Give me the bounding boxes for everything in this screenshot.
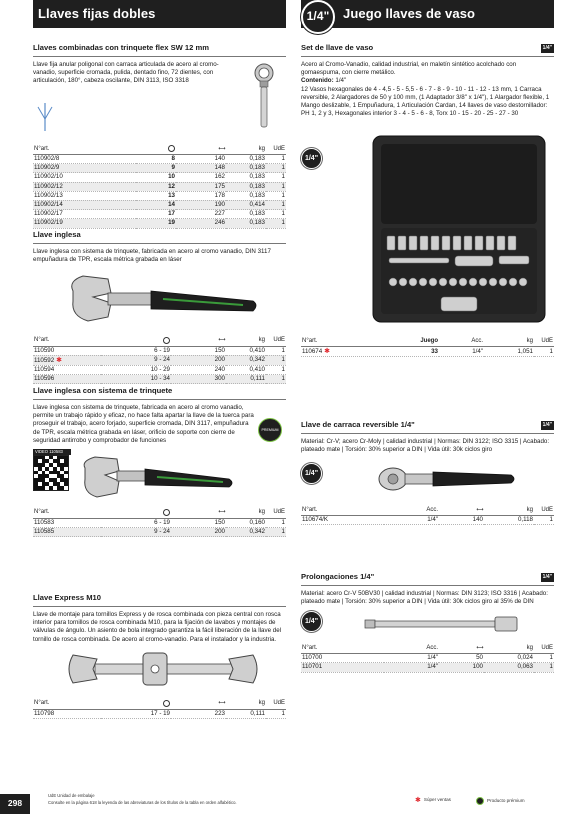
- r1-contents-value: 1/4": [333, 77, 347, 85]
- col-art-header: N°art.: [33, 337, 101, 346]
- table-cell: 6 - 19: [101, 518, 171, 527]
- table-cell: 1: [266, 164, 286, 173]
- quarter-inch-badge-icon: [301, 148, 322, 169]
- section-adjustable-wrench: [33, 230, 286, 384]
- table-cell: 1: [266, 365, 286, 374]
- table-cell: 1: [266, 182, 286, 191]
- col-acc-header: Acc.: [384, 645, 439, 653]
- table-cell: 0,111: [226, 709, 266, 718]
- table-cell: 140: [439, 516, 484, 525]
- r1-table: [301, 338, 554, 357]
- footer-line-2: Consulte en la página 618 la leyenda de las abreviaturas de los títulos de la tabla en orden alfabético.: [48, 799, 237, 805]
- table-cell: 0,183: [226, 191, 266, 200]
- quarter-inch-badge-icon: [301, 611, 322, 632]
- col-range-header: [101, 700, 171, 709]
- table-cell: 190: [176, 200, 226, 209]
- col-kg-header: kg: [226, 700, 266, 709]
- table-cell: 1: [266, 346, 286, 355]
- r2-description: Material: Cr-V; acero Cr-Moly | calidad industrial | Normas: DIN 3122; ISO 3315 | Acabado: plateado mate | Torsión: 30% superior a DIN | Vida útil: 30k ciclos giro: [301, 438, 550, 454]
- table-row: [301, 347, 554, 357]
- table-cell: 140: [176, 155, 226, 164]
- length-arrow-icon: ⟷: [218, 509, 225, 516]
- table-cell: 0,342: [226, 528, 266, 537]
- star-icon: ✱: [322, 348, 330, 356]
- table-row: [33, 164, 286, 173]
- footer-notes: [48, 793, 237, 806]
- star-icon: ✱: [54, 356, 62, 364]
- table-cell: 110902/13: [33, 191, 136, 200]
- s2-table: [33, 337, 286, 385]
- s2-title: Llave inglesa: [33, 230, 81, 239]
- col-acc-header: Acc.: [439, 338, 484, 346]
- table-cell: 17: [136, 210, 176, 219]
- angle-diagram-icon: [35, 99, 55, 135]
- col-range-header: [101, 509, 171, 518]
- table-row: [33, 200, 286, 209]
- table-cell: 162: [176, 173, 226, 182]
- table-row: [33, 155, 286, 164]
- s1-table: [33, 145, 286, 228]
- length-arrow-icon: ⟷: [218, 145, 225, 152]
- section-title: [301, 572, 554, 586]
- table-cell: 0,414: [226, 200, 266, 209]
- section-title: [301, 420, 554, 434]
- ring-size-icon: [163, 700, 170, 707]
- table-cell: 1: [266, 709, 286, 718]
- legend-super-sales: [415, 796, 451, 805]
- col-ude-header: UdE: [266, 700, 286, 709]
- table-cell: 110590: [33, 346, 101, 355]
- legend-premium-label: Producto prémium: [487, 797, 525, 803]
- table-cell: 110700: [301, 654, 384, 663]
- page-footer: [0, 782, 580, 820]
- r1-contents-list: 12 Vasos hexagonales de 4 - 4,5 - 5 - 5,5 - 6 - 7 - 8 - 9 - 10 - 11 - 12 - 13 mm, 1 Carraca reversible, 2 Alargadores de 50 y 100 mm, (1 Adaptador 3/8" x 1/4"), 1 Alargador flexible, 1 Mango deslizable, 1 Empuñadura, 1 Articulación Cardan, 14 llaves de vaso destornillador: PH 1, 2 y 3, Hexagonales interior 3 - 4 - 5 - 6 - 8, Torx 10 - 15 - 20 - 25 - 27 - 30: [301, 85, 550, 118]
- table-cell: 1: [266, 173, 286, 182]
- length-arrow-icon: ⟷: [218, 700, 225, 707]
- legend-super-label: Súper ventas: [423, 797, 451, 803]
- section-extensions: [301, 572, 554, 673]
- page-number: [0, 794, 30, 814]
- r1-title: Set de llave de vaso: [301, 43, 374, 52]
- table-cell: 9 - 24: [101, 355, 171, 365]
- section-reversible-ratchet: [301, 420, 554, 525]
- right-header-title: Juego llaves de vaso: [343, 6, 476, 22]
- r1-description: Acero al Cromo-Vanadio, calidad industrial, en maletín sintético acolchado con gomaespuma, con cierre metálico.: [301, 61, 517, 77]
- col-art-header: N°art.: [33, 509, 101, 518]
- table-row: [301, 654, 554, 663]
- ring-size-icon: [163, 337, 170, 344]
- table-cell: 0,160: [226, 518, 266, 527]
- r2-title: Llave de carraca reversible 1/4": [301, 420, 415, 429]
- table-cell: 14: [136, 200, 176, 209]
- table-cell: 110902/17: [33, 210, 136, 219]
- r3-table: [301, 645, 554, 672]
- r2-badge-label: 1/4": [304, 470, 319, 478]
- table-cell: 0,024: [484, 654, 534, 663]
- col-art-header: N°art.: [301, 338, 384, 346]
- r3-title: Prolongaciones 1/4": [301, 572, 375, 581]
- section-express-wrench: [33, 593, 286, 719]
- col-length-header: [171, 509, 226, 518]
- table-cell: 0,183: [226, 210, 266, 219]
- col-kg-header: kg: [484, 338, 534, 346]
- col-length-header: [176, 145, 226, 154]
- table-cell: 246: [176, 219, 226, 228]
- table-cell: 1,051: [484, 347, 534, 357]
- table-cell: 8: [136, 155, 176, 164]
- table-cell: 100: [439, 663, 484, 672]
- s4-table: [33, 700, 286, 719]
- video-qr-block[interactable]: [33, 449, 71, 503]
- star-icon: ✱: [415, 796, 421, 804]
- table-cell: 1: [266, 155, 286, 164]
- table-cell: 148: [176, 164, 226, 173]
- r3-description: Material: acero Cr-V 50BV30 | calidad industrial | Normas: DIN 3123; ISO 3316 | Acabado: plateado mate | Torsión: 30% superior a DIN | Vida útil: 30k ciclos giro al 35% de DIN: [301, 590, 548, 606]
- r1-badge-label: 1/4": [304, 155, 319, 163]
- table-cell: 1: [266, 518, 286, 527]
- table-cell: 223: [171, 709, 226, 718]
- table-row: [33, 191, 286, 200]
- ratchet-adjustable-wrench-image: [77, 453, 237, 503]
- express-wrench-image: [63, 649, 263, 689]
- table-cell: 0,410: [226, 365, 266, 374]
- table-cell: 6 - 19: [101, 346, 171, 355]
- col-length-header: [171, 337, 226, 346]
- s2-description: Llave inglesa con sistema de trinquete, fabricada en acero al cromo vanadio, DIN 3117 empuñadura de TPR, escala métrica grabada en láser: [33, 248, 271, 264]
- table-cell: 0,183: [226, 164, 266, 173]
- table-row: [33, 518, 286, 527]
- r1-size-tag: 1/4": [542, 45, 552, 52]
- s3-title: Llave inglesa con sistema de trinquete: [33, 386, 173, 395]
- col-length-header: [171, 700, 226, 709]
- section-title: [33, 386, 286, 400]
- table-row: [33, 355, 286, 365]
- table-cell: 9: [136, 164, 176, 173]
- premium-icon: [476, 797, 484, 805]
- table-cell: 1/4": [439, 347, 484, 357]
- table-cell: 0,342: [226, 355, 266, 365]
- left-header-title: Llaves fijas dobles: [38, 6, 156, 22]
- table-cell: 1: [266, 219, 286, 228]
- col-kg-header: kg: [226, 145, 266, 154]
- ring-size-icon: [163, 509, 170, 516]
- table-cell: 0,183: [226, 219, 266, 228]
- video-label: VIDEO 110583: [33, 449, 71, 455]
- table-cell: 110583: [33, 518, 101, 527]
- table-cell: 1: [534, 516, 554, 525]
- table-cell: 1: [266, 355, 286, 365]
- table-cell: 0,183: [226, 182, 266, 191]
- table-cell: 1: [266, 528, 286, 537]
- footer-line-1: UdE Unidad de embalaje: [48, 793, 95, 799]
- col-set-header: Juego: [384, 338, 439, 346]
- ratchet-image: [371, 459, 521, 499]
- r3-size-tag: 1/4": [542, 574, 552, 581]
- table-cell: 0,183: [226, 155, 266, 164]
- table-cell: 178: [176, 191, 226, 200]
- table-cell: 110902/19: [33, 219, 136, 228]
- col-kg-header: kg: [484, 507, 534, 515]
- s4-title: Llave Express M10: [33, 593, 101, 602]
- table-cell: 17 - 19: [101, 709, 171, 718]
- table-cell: 33: [384, 347, 439, 357]
- ring-size-icon: [168, 145, 175, 152]
- table-row: [33, 346, 286, 355]
- col-art-header: N°art.: [33, 700, 101, 709]
- table-cell: 110674 ✱: [301, 347, 384, 357]
- table-cell: 19: [136, 219, 176, 228]
- right-column: [301, 0, 554, 671]
- s1-title: Llaves combinadas con trinquete flex SW 12 mm: [33, 43, 209, 52]
- table-cell: 10: [136, 173, 176, 182]
- table-cell: 200: [171, 528, 226, 537]
- table-cell: 50: [439, 654, 484, 663]
- col-ude-header: UdE: [266, 509, 286, 518]
- col-art-header: N°art.: [301, 645, 384, 653]
- col-kg-header: kg: [226, 509, 266, 518]
- table-cell: 0,183: [226, 173, 266, 182]
- table-row: [33, 709, 286, 718]
- r2-table: [301, 507, 554, 525]
- r2-size-tag: 1/4": [542, 422, 552, 429]
- col-ude-header: UdE: [534, 645, 554, 653]
- quarter-inch-badge-icon: [301, 0, 335, 34]
- table-cell: 175: [176, 182, 226, 191]
- table-cell: 110902/14: [33, 200, 136, 209]
- premium-badge: [258, 418, 282, 442]
- legend-premium: [476, 797, 525, 805]
- section-title: [33, 230, 286, 244]
- col-ude-header: UdE: [266, 337, 286, 346]
- table-cell: 1/4": [384, 654, 439, 663]
- table-cell: 240: [171, 365, 226, 374]
- col-kg-header: kg: [226, 337, 266, 346]
- table-cell: 227: [176, 210, 226, 219]
- s3-table: [33, 509, 286, 537]
- table-cell: 110596: [33, 375, 101, 384]
- table-cell: 110592 ✱: [33, 355, 101, 365]
- table-cell: 300: [171, 375, 226, 384]
- col-length-header: [439, 645, 484, 653]
- table-cell: 0,410: [226, 346, 266, 355]
- table-row: [301, 516, 554, 525]
- table-cell: 12: [136, 182, 176, 191]
- table-row: [33, 528, 286, 537]
- table-row: [33, 182, 286, 191]
- col-ude-header: UdE: [266, 145, 286, 154]
- table-cell: 1: [266, 375, 286, 384]
- table-row: [33, 210, 286, 219]
- table-cell: 1: [266, 200, 286, 209]
- col-art-header: N°art.: [33, 145, 136, 154]
- left-page-header: [33, 0, 286, 28]
- table-cell: 1: [266, 210, 286, 219]
- table-cell: 110902/12: [33, 182, 136, 191]
- socket-set-case-image: [371, 132, 547, 332]
- col-ude-header: UdE: [534, 338, 554, 346]
- r1-contents-line: [301, 77, 554, 85]
- table-cell: 110701: [301, 663, 384, 672]
- left-column: [33, 0, 286, 717]
- page-number-label: 298: [7, 798, 23, 809]
- table-cell: 110902/9: [33, 164, 136, 173]
- table-cell: 1: [534, 347, 554, 357]
- table-cell: 110902/8: [33, 155, 136, 164]
- table-cell: 1: [534, 654, 554, 663]
- ratchet-wrench-image: [242, 61, 282, 131]
- table-cell: 9 - 24: [101, 528, 171, 537]
- length-arrow-icon: ⟷: [476, 645, 483, 652]
- table-cell: 10 - 34: [101, 375, 171, 384]
- table-cell: 1/4": [384, 516, 439, 525]
- section-socket-set: [301, 43, 554, 357]
- col-kg-header: kg: [484, 645, 534, 653]
- qr-code-icon[interactable]: [33, 455, 69, 491]
- adjustable-wrench-image: [63, 271, 263, 331]
- section-title: [33, 43, 286, 57]
- col-art-header: N°art.: [301, 507, 384, 515]
- table-row: [33, 375, 286, 384]
- length-arrow-icon: ⟷: [218, 337, 225, 344]
- table-cell: 200: [171, 355, 226, 365]
- table-cell: 150: [171, 518, 226, 527]
- r1-contents-label: Contenido:: [301, 77, 334, 85]
- table-cell: 110594: [33, 365, 101, 374]
- table-cell: 110674/K: [301, 516, 384, 525]
- quarter-inch-badge-icon: [301, 463, 322, 484]
- premium-label: PREMIUM: [261, 427, 279, 432]
- col-ude-header: UdE: [534, 507, 554, 515]
- table-cell: 1: [266, 191, 286, 200]
- table-row: [33, 219, 286, 228]
- table-cell: 13: [136, 191, 176, 200]
- table-cell: 0,111: [226, 375, 266, 384]
- right-page-header: [301, 0, 554, 28]
- section-title: [301, 43, 554, 57]
- s1-description: Llave fija anular poligonal con carraca articulada de acero al cromo-vanadio, superficie cromada, pulida, dentado fino, 72 dientes, con articulación, 180°, cabeza oscilante, DIN 3113, ISO 3318: [33, 61, 219, 85]
- r3-badge-label: 1/4": [304, 618, 319, 626]
- extension-bar-image: [361, 609, 521, 639]
- section-ratchet-wrenches: [33, 43, 286, 229]
- header-badge-label: 1/4": [306, 8, 330, 23]
- table-cell: 110585: [33, 528, 101, 537]
- table-cell: 0,063: [484, 663, 534, 672]
- col-size-header: [136, 145, 176, 154]
- table-cell: 110902/10: [33, 173, 136, 182]
- section-ratchet-adjustable-wrench: [33, 386, 286, 537]
- col-length-header: [439, 507, 484, 515]
- table-cell: 150: [171, 346, 226, 355]
- table-cell: 110798: [33, 709, 101, 718]
- table-row: [33, 365, 286, 374]
- table-cell: 1/4": [384, 663, 439, 672]
- table-cell: 1: [534, 663, 554, 672]
- s3-description: Llave inglesa con sistema de trinquete, fabricada en acero al cromo vanadio, permite un trabajo rápido y eficaz, no hace falta apartar la llave de la tuerca para proseguir el trabajo, acero forjado, superficie cromada, DIN 3117, empuñadura de TPR, escala métrica grabada en láser, orificio de soporte con cierre de seguridad antirrobo y comprobador de funciones: [33, 404, 254, 444]
- table-cell: 0,118: [484, 516, 534, 525]
- table-row: [33, 173, 286, 182]
- length-arrow-icon: ⟷: [476, 507, 483, 514]
- col-range-header: [101, 337, 171, 346]
- table-row: [301, 663, 554, 672]
- table-cell: 10 - 29: [101, 365, 171, 374]
- s4-description: Llave de montaje para tornillos Express y de rosca combinada con pieza central con rosca interior para tornillos de rosca combinada M10, para la fijación de lavabos y montajes de válvulas de ángulo. Un asiento de bola integrado garantiza la fácil liberación de la llave del tornillo de rosca combinada. De acero al cromo-vanadio. Para el instalador y la industria.: [33, 611, 282, 643]
- section-title: [33, 593, 286, 607]
- col-acc-header: Acc.: [384, 507, 439, 515]
